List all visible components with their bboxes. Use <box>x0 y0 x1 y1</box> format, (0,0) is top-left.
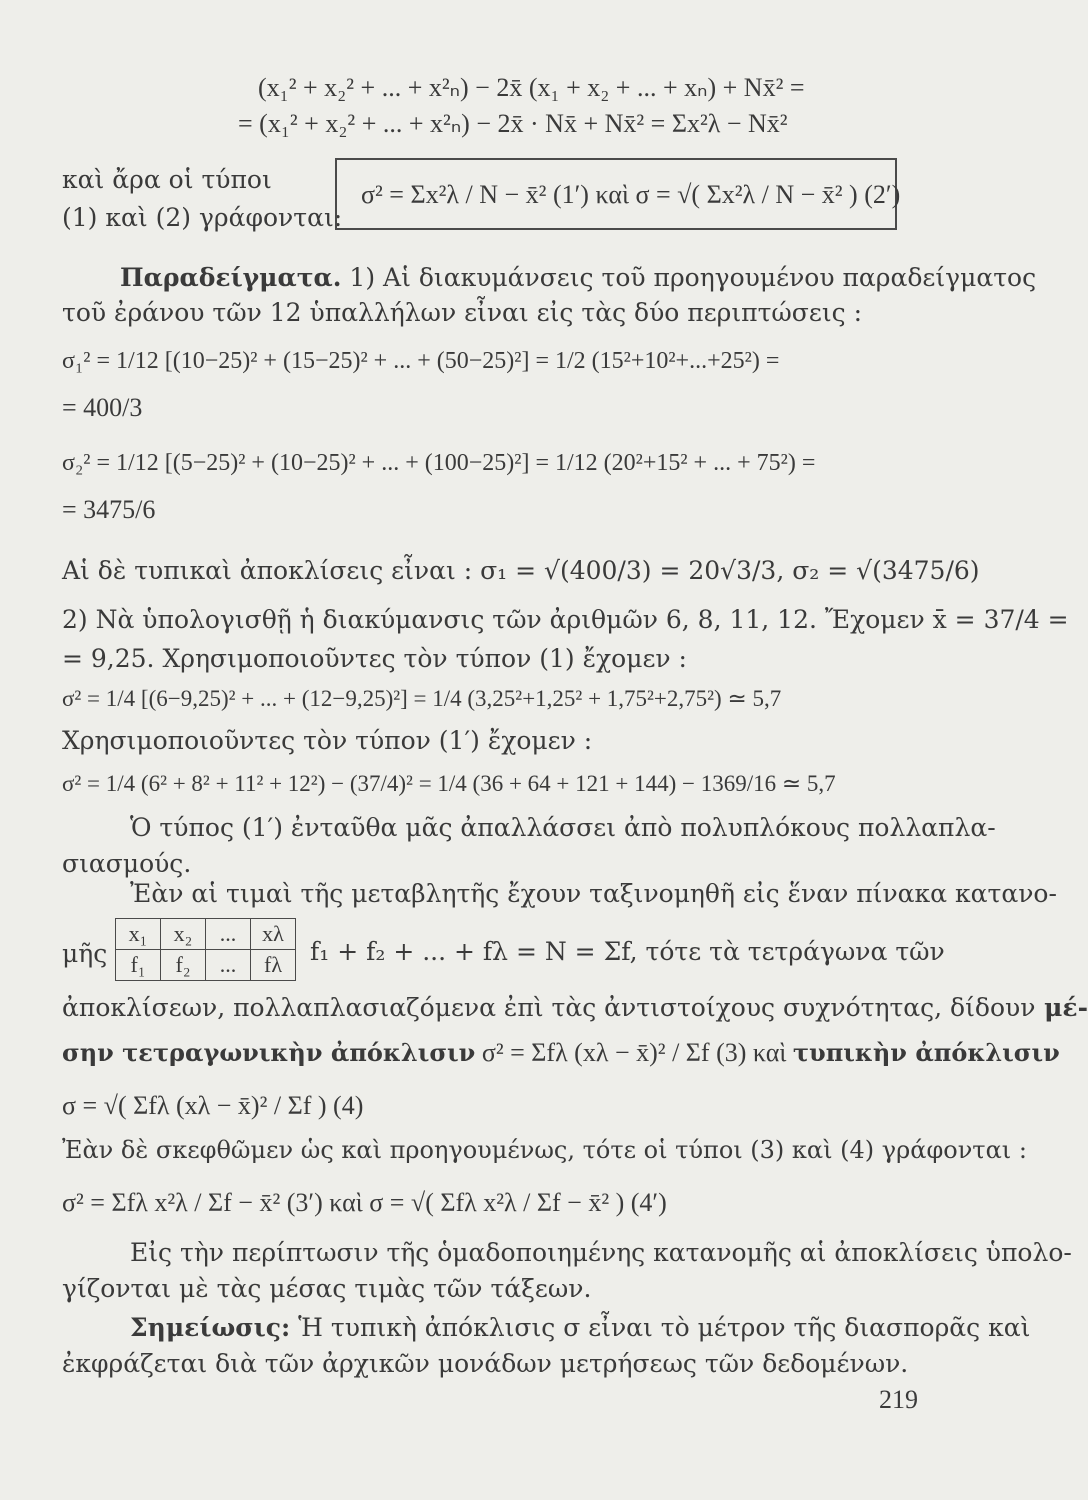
equation-3: σ² = Σfλ (xλ − x̄)² / Σf (3) καὶ <box>475 1038 793 1067</box>
text-line: καὶ ἄρα οἱ τύποι <box>62 165 272 194</box>
bold-term: τυπικὴν ἀπόκλισιν <box>792 1038 1060 1067</box>
text-line: ἐκφράζεται διὰ τῶν ἀρχικῶν μονάδων μετρήσεως τῶν δεδομένων. <box>62 1349 909 1378</box>
equation-sigma1: σ₁² = 1/12 [(10−25)² + (15−25)² + ... + (50−25)²] = 1/2 (15²+10²+...+25²) = <box>62 348 780 374</box>
table-cell: ... <box>206 950 251 981</box>
equation-variance-2: σ² = 1/4 (6² + 8² + 11² + 12²) − (37/4)² = 1/4 (36 + 64 + 121 + 144) − 1369/16 ≃ 5,7 <box>62 771 836 796</box>
table-row <box>116 919 296 950</box>
table-cell: fλ <box>251 950 296 981</box>
text-line: Ὁ τύπος (1′) ἐνταῦθα μᾶς ἀπαλλάσσει ἀπὸ πολυπλόκους πολλαπλα- <box>130 813 996 842</box>
text-line: Αἱ δὲ τυπικαὶ ἀποκλίσεις εἶναι : σ₁ = √(400/3) = 20√3/3, σ₂ = √(3475/6) <box>62 556 980 585</box>
table-cell: f₂ <box>161 950 206 981</box>
text-line: (1) καὶ (2) γράφονται: <box>62 203 343 232</box>
text-line: Ἡ τυπικὴ ἀπόκλισις σ εἶναι τὸ μέτρον τῆς διασπορᾶς καὶ <box>290 1313 1031 1342</box>
equation-sigma2: σ₂² = 1/12 [(5−25)² + (10−25)² + ... + (100−25)²] = 1/12 (20²+15² + ... + 75²) = <box>62 450 816 476</box>
text-line: f₁ + f₂ + ... + fλ = N = Σf, τότε τὰ τετράγωνα τῶν <box>310 937 945 966</box>
equation-3-4-prime: σ² = Σfλ x²λ / Σf − x̄² (3′) καὶ σ = √( Σfλ x²λ / Σf − x̄² ) (4′) <box>62 1188 667 1217</box>
text-line: τοῦ ἐράνου τῶν 12 ὑπαλλήλων εἶναι εἰς τὰς δύο περιπτώσεις : <box>62 298 862 327</box>
note-line <box>130 1312 1031 1344</box>
equation-line-2: = (x₁² + x₂² + ... + x²ₙ) − 2x̄ · Nx̄ + Nx̄² = Σx²λ − Nx̄² <box>238 109 788 138</box>
bold-term: μέ- <box>1035 993 1088 1022</box>
examples-heading <box>120 262 1037 294</box>
bold-term: σην τετραγωνικὴν ἀπόκλισιν <box>62 1038 476 1067</box>
table-cell: x₁ <box>116 919 161 950</box>
table-cell: ... <box>206 919 251 950</box>
table-cell: f₁ <box>116 950 161 981</box>
note-label: Σημείωσις: <box>130 1313 291 1342</box>
boxed-formula <box>335 158 901 230</box>
text-line: Ἐὰν αἱ τιμαὶ τῆς μεταβλητῆς ἔχουν ταξινομηθῆ εἰς ἕναν πίνακα κατανο- <box>130 879 1057 908</box>
examples-label: Παραδείγματα. <box>120 263 342 292</box>
formula-1-2-prime: σ² = Σx²λ / N − x̄² (1′) καὶ σ = √( Σx²λ / N − x̄² ) (2′) <box>361 180 901 209</box>
text-line: = 9,25. Χρησιμοποιοῦντες τὸν τύπον (1) ἔχομεν : <box>62 644 687 673</box>
table-row <box>116 950 296 981</box>
text-line: γίζονται μὲ τὰς μέσας τιμὰς τῶν τάξεων. <box>62 1274 592 1303</box>
text-line: 2) Νὰ ὑπολογισθῇ ἡ διακύμανσις τῶν ἀριθμῶν 6, 8, 11, 12. Ἔχομεν x̄ = 37/4 = <box>62 605 1069 634</box>
equation-result-2: = 3475/6 <box>62 495 156 524</box>
text-line: Εἰς τὴν περίπτωσιν τῆς ὁμαδοποιημένης κατανομῆς αἱ ἀποκλίσεις ὑπολο- <box>130 1238 1072 1267</box>
text-line: σιασμούς. <box>62 849 192 878</box>
page-number: 219 <box>879 1385 918 1414</box>
equation-result-1: = 400/3 <box>62 393 143 422</box>
text-line: ἀποκλίσεων, πολλαπλασιαζόμενα ἐπὶ τὰς ἀντιστοίχους συχνότητας, δίδουν <box>62 993 1036 1022</box>
equation-variance-1: σ² = 1/4 [(6−9,25)² + ... + (12−9,25)²] = 1/4 (3,25²+1,25² + 1,75²+2,75²) ≃ 5,7 <box>62 686 782 711</box>
equation-4: σ = √( Σfλ (xλ − x̄)² / Σf ) (4) <box>62 1091 364 1120</box>
equation-line-1: (x₁² + x₂² + ... + x²ₙ) − 2x̄ (x₁ + x₂ + ... + xₙ) + Nx̄² = <box>258 73 805 102</box>
table-cell: x₂ <box>161 919 206 950</box>
text-line: 1) Αἱ διακυμάνσεις τοῦ προηγουμένου παραδείγματος <box>341 263 1037 292</box>
text-line: Χρησιμοποιοῦντες τὸν τύπον (1′) ἔχομεν : <box>62 726 593 755</box>
text-line <box>62 1037 1060 1069</box>
text-line: μῆς <box>62 939 108 968</box>
table-cell: xλ <box>251 919 296 950</box>
distribution-table <box>115 918 296 981</box>
text-line: Ἐὰν δὲ σκεφθῶμεν ὡς καὶ προηγουμένως, τότε οἱ τύποι (3) καὶ (4) γράφονται : <box>62 1136 1027 1164</box>
text-line <box>62 992 1088 1024</box>
